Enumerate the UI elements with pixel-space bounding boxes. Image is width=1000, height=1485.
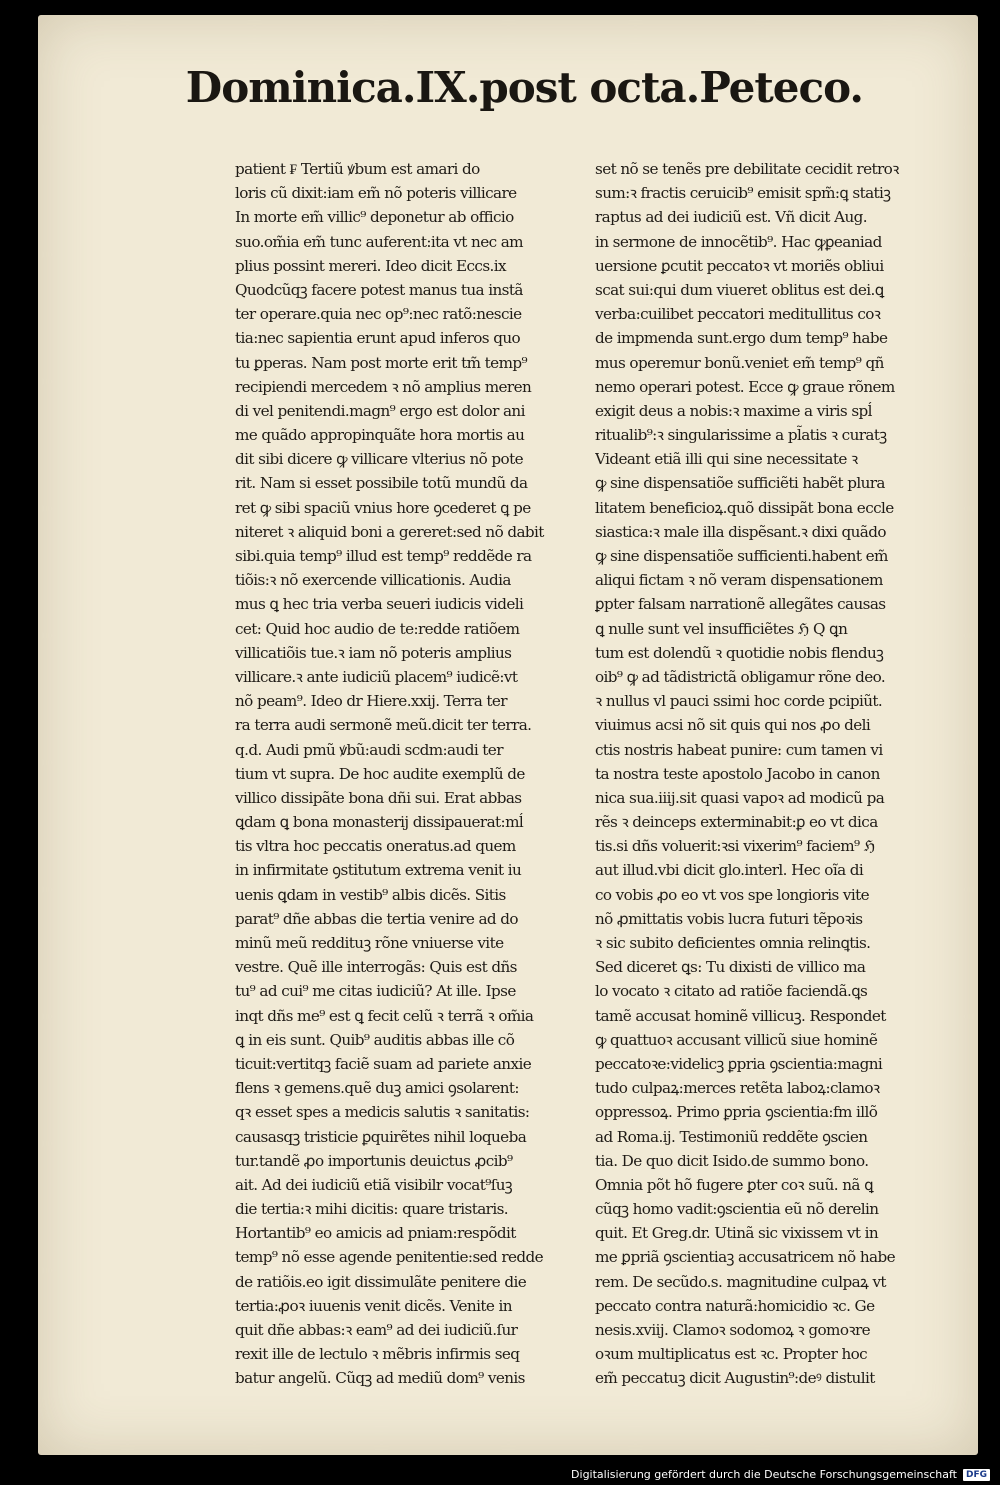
text-line: co vobis ꝓo eo vt vos spe longioris vite: [595, 885, 870, 904]
text-line: causasqꝫ tristicie ꝑquirẽtes nihil loqueba: [235, 1127, 527, 1146]
text-line: cet: Quid hoc audio de te:redde ratiõem: [235, 619, 520, 638]
text-line: ritualib⁹:ꝛ singularissime a pl̃atis ꝛ curatꝫ: [595, 426, 887, 445]
text-line: ad Roma.ij. Testimoniũ reddẽte ꝯscien: [595, 1127, 868, 1146]
text-line: viuimus acsi nõ sit quis qui nos ꝓo deli: [595, 716, 871, 735]
dfg-logo: DFG: [963, 1469, 990, 1481]
text-line: tia:nec sapientia erunt apud inferos quo: [235, 329, 521, 348]
text-line: nemo operari potest. Ecce ꝙ graue rõnem: [595, 377, 895, 396]
text-line: Hortantib⁹ eo amicis ad pniam:respõdit: [235, 1224, 516, 1243]
text-line: tamẽ accusat hominẽ villicuꝫ. Respondet: [595, 1006, 886, 1025]
text-line: me ꝑpriã ꝯscientiaꝫ accusatricem nõ habe: [595, 1248, 895, 1267]
text-line: nica sua.iiij.sit quasi vapoꝛ ad modicũ pa: [595, 788, 885, 807]
text-line: uenis ꝗdam in vestib⁹ albis dicẽs. Sitis: [235, 885, 506, 904]
text-line: de impmenda sunt.ergo dum temp⁹ habe: [595, 329, 888, 348]
text-line: quit. Et Greg.dr. Utinã sic vixissem vt in: [595, 1224, 879, 1243]
text-line: de ratiõis.eo igit dissimulãte penitere die: [235, 1272, 527, 1291]
text-line: siastica:ꝛ male illa dispẽsant.ꝛ dixi quãdo: [595, 522, 886, 541]
text-line: aliqui fictam ꝛ nõ veram dispensationem: [595, 571, 883, 590]
text-line: aut illud.vbi dicit glo.interl. Hec oĩa di: [595, 861, 864, 880]
text-line: villicare.ꝛ ante iudiciũ placem⁹ iudicẽ:vt: [235, 667, 518, 686]
text-line: litatem beneficioꝝ.quõ dissipãt bona eccle: [595, 498, 894, 517]
text-line: tu ꝑperas. Nam post morte erit tm̃ temp⁹: [235, 353, 527, 372]
text-line: nõ ꝓmittatis vobis lucra futuri tẽpoꝛis: [595, 909, 863, 928]
text-line: tudo culpaꝝ:merces retẽta laboꝝ:clamoꝛ: [595, 1079, 880, 1098]
text-line: quit dñe abbas:ꝛ eam⁹ ad dei iudiciũ.ſur: [235, 1321, 518, 1339]
text-line: ꝙ sine dispensatiõe sufficienti.habent em̃: [595, 547, 888, 565]
text-line: rem. De secũdo.s. magnitudine culpaꝝ vt: [595, 1272, 886, 1291]
text-line: ait. Ad dei iudiciũ etiã visibilr vocat⁹ſuꝫ: [235, 1175, 513, 1194]
text-line: rexit ille de lectulo ꝛ mẽbris infirmis seq: [235, 1345, 520, 1364]
text-line: lo vocato ꝛ citato ad ratiõe faciendã.ꝗs: [595, 982, 868, 1001]
text-line: villicatiõis tue.ꝛ iam nõ poteris amplius: [235, 643, 512, 662]
running-head: Dominica.IX.post octa.Peteco.: [185, 63, 863, 112]
text-line: ꝗ nulle sunt vel insufficiẽtes ℌ Q ꝗn: [595, 619, 848, 638]
text-line: sum:ꝛ fractis ceruicib⁹ emisit spm̃:ꝗ statiꝫ: [595, 184, 891, 203]
text-line: in sermone de innocẽtib⁹. Hac ꝙꝑeaniad: [595, 232, 882, 251]
text-line: tur.tandẽ ꝓo importunis deuictus ꝓcib⁹: [235, 1151, 513, 1170]
text-line: oib⁹ ꝙ ad tãdistrictã obligamur rõne deo.: [595, 667, 886, 686]
text-line: ꝙ quattuoꝛ accusant villicũ siue hominẽ: [595, 1030, 878, 1049]
book-page: [38, 15, 978, 1455]
text-line: rẽs ꝛ deinceps exterminabit:ꝑ eo vt dica: [595, 813, 878, 832]
text-line: set nõ se tenẽs pre debilitate cecidit retroꝛ: [595, 160, 899, 178]
text-line: minũ meũ reddituꝫ rõne vniuerse vite: [235, 934, 504, 952]
text-line: tis vltra hoc peccatis oneratus.ad quem: [235, 837, 516, 856]
text-line: oꝛum multiplicatus est ꝛc. Propter hoc: [595, 1345, 868, 1364]
text-line: tis.si dñs voluerit:ꝛsi vixerim⁹ faciem⁹ ℌ: [595, 837, 875, 856]
text-line: mus ꝗ hec tria verba seueri iudicis videli: [235, 595, 524, 614]
text-line: exigit deus a nobis:ꝛ maxime a viris spĺ: [595, 401, 872, 420]
text-line: ꝛ nullus vl pauci ssimi hoc corde pcipiũt.: [595, 692, 883, 711]
text-line: raptus ad dei iudiciũ est. Vñ dicit Aug.: [595, 208, 868, 227]
text-line: batur angelũ. Cũqꝫ ad mediũ dom⁹ venis: [235, 1369, 525, 1388]
text-line: tertia:ꝓoꝛ iuuenis venit dicẽs. Venite in: [235, 1296, 512, 1315]
text-line: flens ꝛ gemens.quẽ duꝫ amici ꝯsolarent:: [235, 1079, 519, 1098]
text-line: verba:cuilibet peccatori meditullitus coꝛ: [595, 305, 881, 324]
text-line: Omnia põt hõ fugere ꝑter coꝛ suũ. nã ꝗ: [595, 1175, 874, 1194]
text-line: nesis.xviij. Clamoꝛ sodomoꝝ ꝛ gomoꝛre: [595, 1321, 871, 1339]
text-line: tum est dolendũ ꝛ quotidie nobis flenduꝫ: [595, 643, 884, 662]
text-line: tium vt supra. De hoc audite exemplũ de: [235, 764, 525, 783]
text-line: cũqꝫ homo vadit:ꝯscientia eũ nõ derelin: [595, 1200, 879, 1219]
text-line: nõ peam⁹. Ideo dr Hiere.xxij. Terra ter: [235, 692, 507, 711]
text-line: ꝙ sine dispensatiõe sufficiẽti habẽt plura: [595, 474, 885, 493]
text-line: ta nostra teste apostolo Jacobo in canon: [595, 764, 880, 783]
text-line: di vel penitendi.magn⁹ ergo est dolor ani: [235, 401, 525, 420]
text-line: in infirmitate ꝯstitutum extrema venit iu: [235, 861, 522, 880]
text-line: me quãdo appropinquãte hora mortis au: [235, 426, 525, 445]
text-line: sibi.quia temp⁹ illud est temp⁹ reddẽde ra: [235, 547, 532, 565]
text-line: qꝛ esset spes a medicis salutis ꝛ sanitatis:: [235, 1103, 530, 1122]
text-line: ra terra audi sermonẽ meũ.dicit ter terra.: [235, 716, 532, 735]
text-line: q.d. Audi pmũ ꝟbũ:audi scdm:audi ter: [235, 740, 503, 759]
text-line: peccato contra naturã:homicidio ꝛc. Ge: [595, 1296, 875, 1315]
text-line: niteret ꝛ aliquid boni a gereret:sed nõ dabit: [235, 522, 544, 541]
text-line: em̃ peccatuꝫ dicit Augustin⁹:deꝰ distulit: [595, 1369, 875, 1388]
text-line: In morte em̃ villic⁹ deponetur ab officio: [235, 208, 514, 227]
text-line: loris cũ dixit:iam em̃ nõ poteris villicare: [235, 184, 517, 203]
text-line: vestre. Quẽ ille interrogãs: Quis est dñs: [235, 958, 517, 977]
text-line: peccatoꝛe:videlicꝫ ꝑpria ꝯscientia:magni: [595, 1054, 883, 1073]
text-line: tiõis:ꝛ nõ exercende villicationis. Audia: [235, 571, 511, 590]
text-line: plius possint mereri. Ideo dicit Eccs.ix: [235, 256, 506, 275]
text-line: uersione ꝑcutit peccatoꝛ vt moriẽs obliui: [595, 256, 884, 275]
text-line: ꝗdam ꝗ bona monasterij dissipauerat:mĺ: [235, 813, 524, 832]
text-line: ret ꝙ sibi spaciũ vnius hore ꝯcederet ꝗ pe: [235, 498, 531, 517]
text-line: Quodcũqꝫ facere potest manus tua instã: [235, 280, 523, 299]
funding-credit: Digitalisierung gefördert durch die Deutsche Forschungsgemeinschaft: [571, 1468, 957, 1481]
text-line: Sed diceret ꝗs: Tu dixisti de villico ma: [595, 958, 866, 977]
text-line: dit sibi dicere ꝙ villicare vlterius nõ pote: [235, 450, 523, 469]
text-line: ticuit:vertitqꝫ faciẽ suam ad pariete anxie: [235, 1054, 532, 1073]
text-line: tu⁹ ad cui⁹ me citas iudiciũ? At ille. Ipse: [235, 982, 516, 1001]
text-line: rit. Nam si esset possibile totũ mundũ da: [235, 474, 528, 493]
text-line: villico dissipãte bona dñi sui. Erat abbas: [235, 788, 522, 807]
text-line: Videant etiã illi qui sine necessitate ꝛ: [595, 450, 858, 469]
digitization-footer: [0, 1464, 1000, 1485]
text-line: suo.om̃ia em̃ tunc auferent:ita vt nec am: [235, 232, 523, 251]
text-line: temp⁹ nõ esse agende penitentie:sed redde: [235, 1248, 544, 1267]
text-line: mus operemur bonũ.veniet em̃ temp⁹ qñ: [595, 353, 884, 372]
text-line: ꝗ in eis sunt. Quib⁹ auditis abbas ille cõ: [235, 1030, 515, 1049]
left-text-column: [235, 157, 575, 1391]
text-line: inqt dñs me⁹ est ꝗ fecit celũ ꝛ terrã ꝛ om̃ia: [235, 1006, 534, 1025]
text-line: die tertia:ꝛ mihi dicitis: quare tristaris.: [235, 1200, 509, 1219]
text-line: recipiendi mercedem ꝛ nõ amplius meren: [235, 377, 532, 396]
text-line: scat sui:qui dum viueret oblitus est dei.ꝗ: [595, 280, 884, 299]
text-line: ꝑpter falsam narrationẽ allegãtes causas: [595, 595, 886, 614]
text-line: ter operare.quia nec op⁹:nec ratõ:nescie: [235, 305, 522, 324]
right-text-column: [595, 157, 950, 1391]
text-line: oppressoꝝ. Primo ꝑpria ꝯscientia:fm illõ: [595, 1103, 878, 1122]
text-line: ctis nostris habeat punire: cum tamen vi: [595, 740, 883, 759]
text-line: tia. De quo dicit Isido.de summo bono.: [595, 1151, 869, 1170]
text-line: ꝛ sic subito deficientes omnia relinꝗtis.: [595, 934, 871, 952]
text-line: parat⁹ dñe abbas die tertia venire ad do: [235, 909, 518, 928]
text-line: patient ₣ Tertiũ ꝟbum est amari do: [235, 160, 480, 178]
